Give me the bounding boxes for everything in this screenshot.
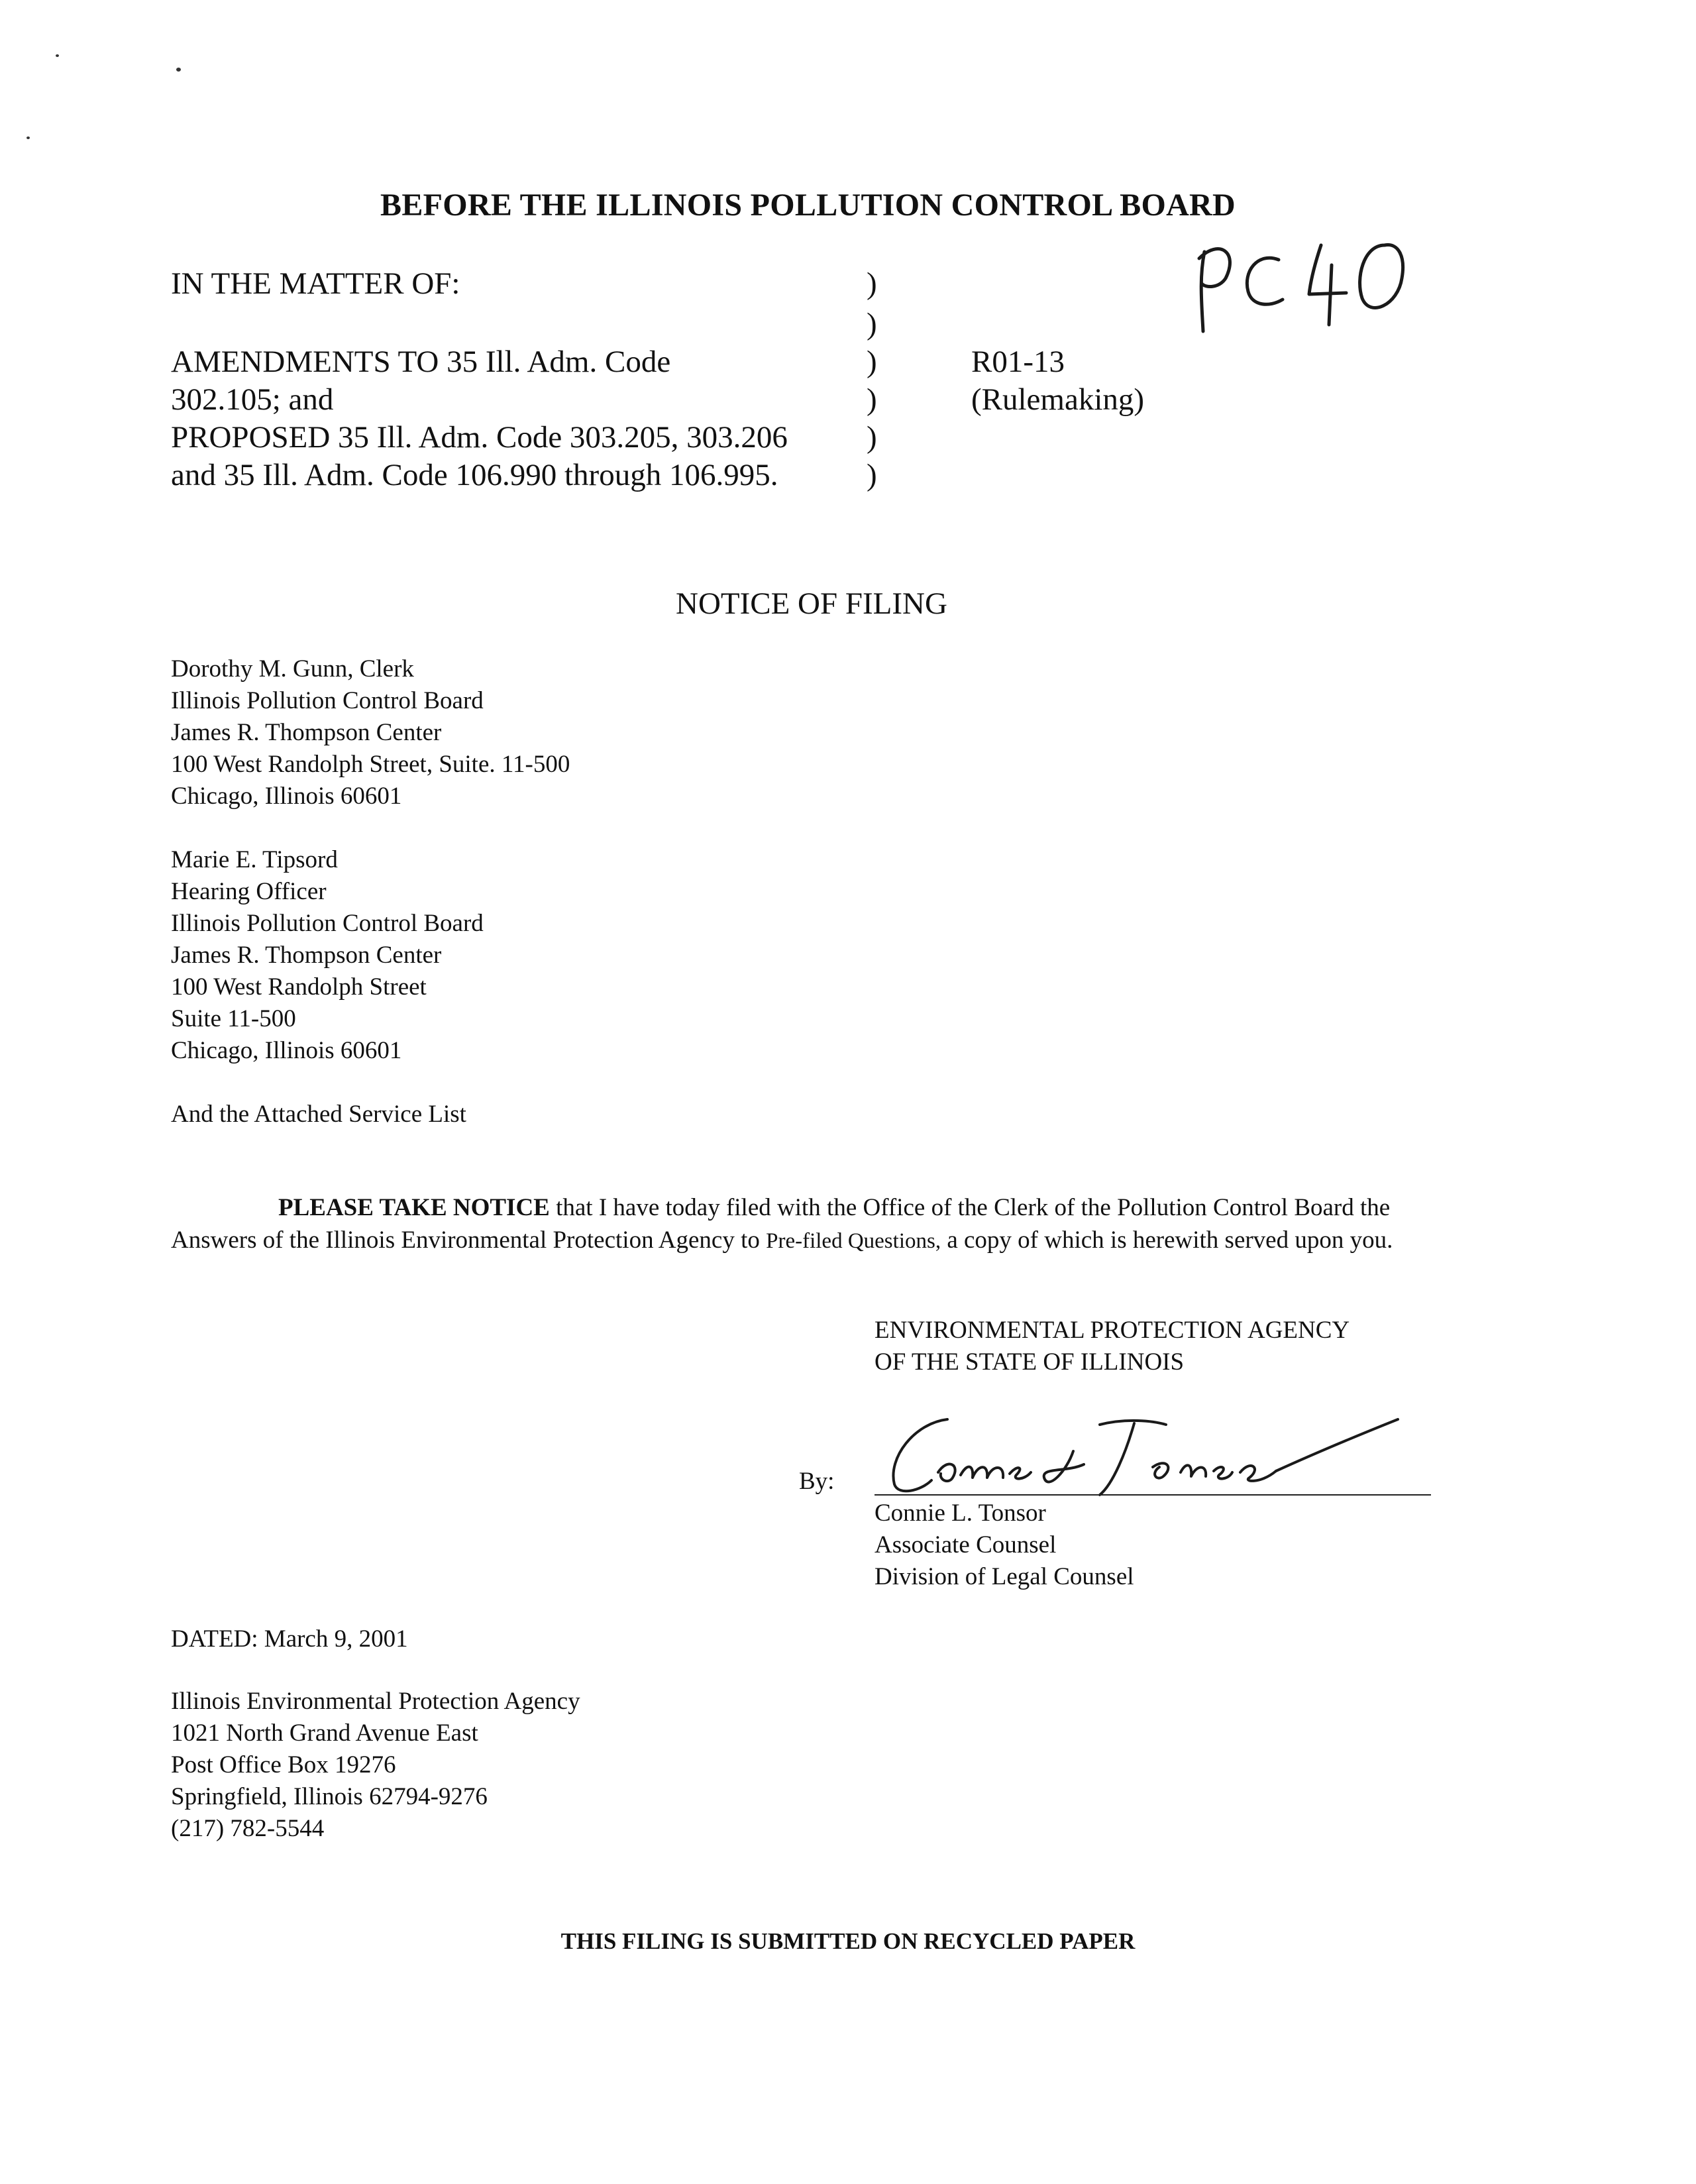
notice-title: NOTICE OF FILING [676, 586, 947, 621]
caption-code-range: and 35 Ill. Adm. Code 106.990 through 106.995. [171, 458, 778, 492]
dated-line: DATED: March 9, 2001 [171, 1625, 408, 1653]
notice-text-small: Pre-filed Questions, [766, 1229, 941, 1253]
recycled-paper-footer: THIS FILING IS SUBMITTED ON RECYCLED PAPER [560, 1928, 1136, 1954]
agency-line: ENVIRONMENTAL PROTECTION AGENCY [874, 1317, 1350, 1344]
by-label: By: [799, 1468, 835, 1495]
address-line: 100 West Randolph Street [171, 973, 427, 1001]
address-line: Chicago, Illinois 60601 [171, 1037, 402, 1064]
caption-paren: ) [867, 266, 877, 301]
caption-paren: ) [867, 420, 877, 455]
address-line: James R. Thompson Center [171, 942, 442, 969]
address-line: Marie E. Tipsord [171, 846, 338, 873]
notice-lead: PLEASE TAKE NOTICE [278, 1194, 550, 1221]
caption-amendments: AMENDMENTS TO 35 Ill. Adm. Code [171, 345, 671, 379]
signer-line: Connie L. Tonsor [874, 1500, 1046, 1527]
recipient-hearing-officer [171, 844, 484, 1067]
address-line: 100 West Randolph Street, Suite. 11-500 [171, 751, 570, 778]
document-heading: BEFORE THE ILLINOIS POLLUTION CONTROL BOARD [380, 188, 1236, 223]
address-line: Post Office Box 19276 [171, 1751, 396, 1778]
recipient-clerk [171, 653, 570, 812]
notice-text: a copy of which is herewith served upon you. [941, 1227, 1393, 1254]
address-line: Suite 11-500 [171, 1005, 296, 1032]
notice-paragraph [171, 1191, 1443, 1258]
address-line: Springfield, Illinois 62794-9276 [171, 1783, 488, 1810]
caption-paren: ) [867, 307, 877, 341]
scan-speck [26, 136, 30, 139]
address-line: Dorothy M. Gunn, Clerk [171, 655, 414, 682]
signer-line: Division of Legal Counsel [874, 1563, 1134, 1590]
caption-paren: ) [867, 382, 877, 417]
address-line: Illinois Pollution Control Board [171, 910, 484, 937]
scan-speck [176, 68, 181, 72]
caption-matter: IN THE MATTER OF: [171, 266, 460, 301]
address-line: Illinois Environmental Protection Agency [171, 1688, 580, 1715]
case-type: (Rulemaking) [971, 382, 1145, 417]
agency-name [874, 1315, 1350, 1378]
address-line: 1021 North Grand Avenue East [171, 1720, 478, 1747]
scan-speck [56, 54, 59, 57]
agency-address [171, 1686, 580, 1845]
signature-line [874, 1494, 1431, 1496]
address-line: Illinois Pollution Control Board [171, 687, 484, 714]
address-line: Hearing Officer [171, 878, 327, 905]
caption-proposed: PROPOSED 35 Ill. Adm. Code 303.205, 303.206 [171, 420, 788, 455]
caption-paren: ) [867, 345, 877, 379]
notice-text: that I have today filed with the Office of the Clerk of the Pollution Control Board the Answers of the Illinois Environmental Protection Agency to [171, 1194, 1391, 1254]
caption-section: 302.105; and [171, 382, 334, 417]
signer-line: Associate Counsel [874, 1531, 1057, 1558]
service-list-line: And the Attached Service List [171, 1101, 466, 1128]
agency-line: OF THE STATE OF ILLINOIS [874, 1348, 1185, 1376]
caption-paren: ) [867, 458, 877, 492]
signature-image [874, 1411, 1431, 1498]
handwritten-note-pc40 [1179, 225, 1418, 338]
address-line: James R. Thompson Center [171, 719, 442, 746]
address-line: (217) 782-5544 [171, 1815, 325, 1842]
signer-block [874, 1498, 1134, 1593]
address-line: Chicago, Illinois 60601 [171, 783, 402, 810]
case-number: R01-13 [971, 345, 1065, 379]
